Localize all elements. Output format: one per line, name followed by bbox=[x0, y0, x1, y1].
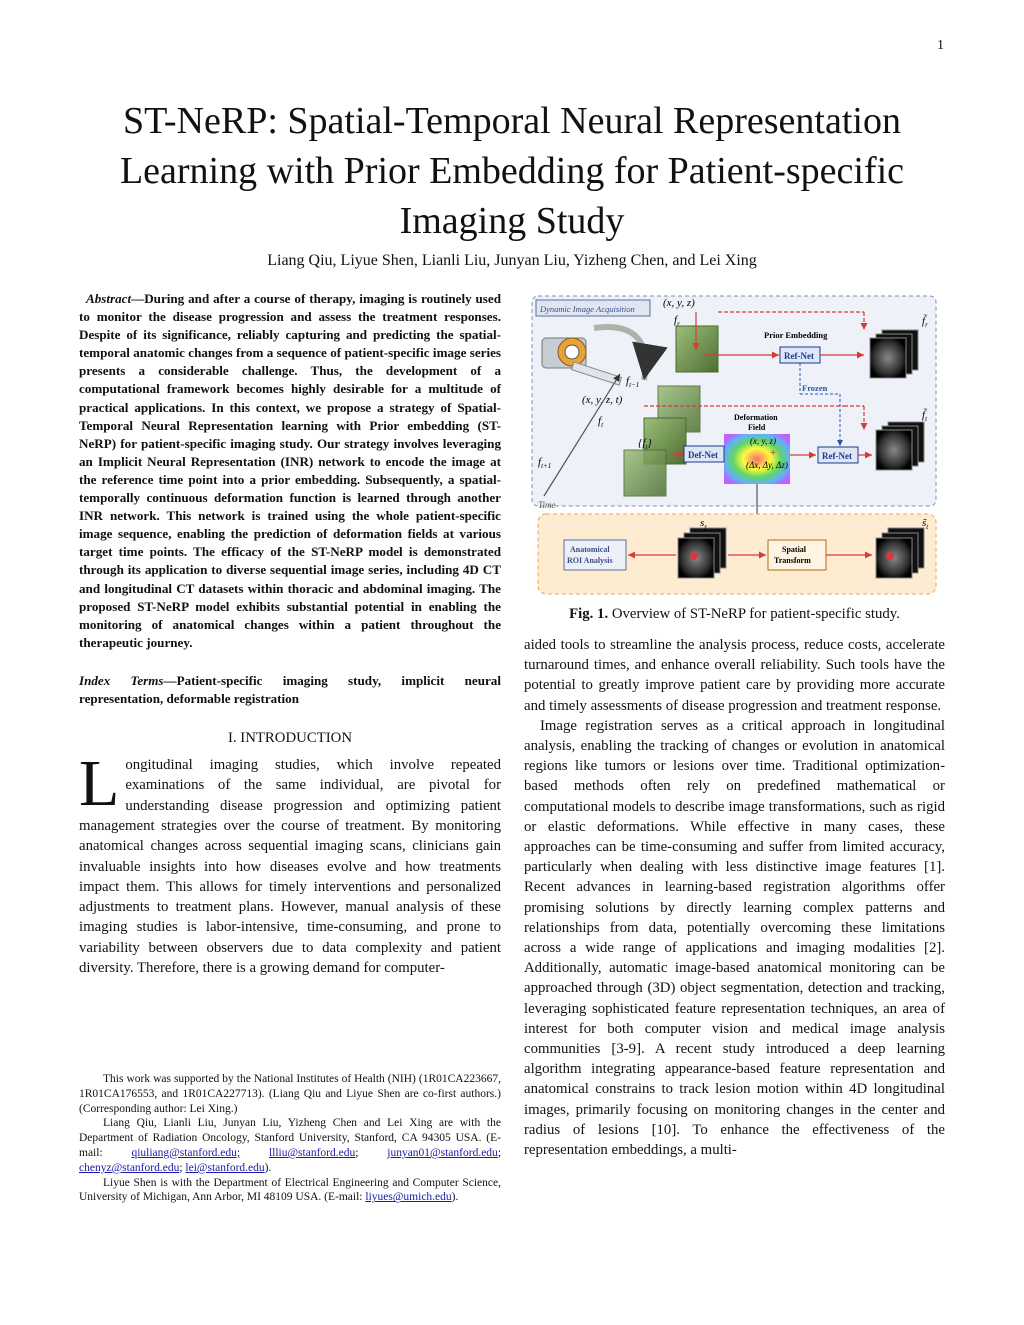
transform-label: Transform bbox=[774, 556, 811, 565]
f-r-label: $f_r$ bbox=[674, 314, 680, 328]
segmentation-stack-right bbox=[876, 528, 924, 578]
footnote-affil1-text: Liang Qiu, Lianli Liu, Junyan Liu, Yizheng Chen and Lei Xing are with the Department of Radiation Oncology, Stanford University, Stanford, CA 94305 USA. (E-mail: bbox=[79, 1117, 501, 1159]
ref-net-bottom-label: Ref-Net bbox=[822, 451, 852, 461]
def-net-label: Def-Net bbox=[688, 450, 718, 460]
intro-paragraph bbox=[79, 747, 501, 978]
left-column bbox=[79, 290, 501, 978]
drop-cap: L bbox=[79, 747, 120, 821]
footnote-affil2-text: Liyue Shen is with the Department of Electrical Engineering and Computer Science, University of Michigan, Ann Arbor, MI 48109 USA. (E-mail: bbox=[79, 1176, 501, 1204]
section-heading-introduction: I. INTRODUCTION bbox=[227, 730, 353, 747]
abstract-label: Abstract bbox=[86, 291, 132, 306]
author-list: Liang Qiu, Liyue Shen, Lianli Liu, Junyan Liu, Yizheng Chen, and Lei Xing bbox=[267, 252, 757, 269]
figure-1 bbox=[524, 290, 945, 600]
reconstructed-ct-stack-top bbox=[870, 330, 918, 378]
f-t-hat-label: $f̃_t$ bbox=[922, 409, 928, 423]
index-terms-label: Index Terms bbox=[79, 672, 164, 688]
footnote-affiliation-stanford: Liang Qiu, Lianli Liu, Junyan Liu, Yizheng Chen and Lei Xing are with the Department of Radiation Oncology, Stanford University, Stanford, CA 94305 USA. (E-mail: qiuliang@stanford.edu; llliu@stanford.edu; junyan01@stanford.edu; chenyz@stanford.edu; lei@stanford.edu). bbox=[79, 1117, 502, 1174]
roi-analysis-label: ROI Analysis bbox=[567, 556, 613, 565]
f-t-minus-1-label: $f_{t-1}$ bbox=[626, 375, 640, 389]
deformation-field-label: Deformation bbox=[734, 413, 778, 422]
overview-diagram bbox=[524, 290, 945, 600]
s-t-label: $s̃_t$ bbox=[922, 517, 929, 531]
time-label: Time bbox=[538, 500, 556, 510]
ft-set-label: $\{f_t\}$ bbox=[638, 437, 652, 451]
index-terms-dash: — bbox=[163, 672, 177, 688]
footnote-affiliation-michigan: Liyue Shen is with the Department of Electrical Engineering and Computer Science, University of Michigan, Ann Arbor, MI 48109 USA. (E-mail: liyues@umich.edu). bbox=[79, 1176, 501, 1204]
email-link[interactable]: liyues@umich.edu bbox=[365, 1191, 452, 1204]
caption-label: Fig. 1. bbox=[569, 606, 609, 622]
email-link[interactable]: chenyz@stanford.edu bbox=[79, 1161, 180, 1174]
dynamic-acquisition-label: Dynamic Image Acquisition bbox=[540, 304, 635, 314]
right-paragraph-2: Image registration serves as a critical approach in longitudinal analysis, enabling the tracking of changes or evolution in anatomical regions like tumors or lesions over time. Traditional optimization-based methods often rely on predefined mathematical or computational models to describe image transformations, such as rigid or elastic deformations. While effective in many cases, these approaches can be time-consuming and suffer from limited accuracy, particularly when dealing with less distinctive image features [1]. Recent advances in learning-based registration algorithms offer promising solutions by directly learning complex patterns and relationships from data, potentially overcoming these limitations across a wide range of applications and imaging modalities [2]. Additionally, automatic image-based anatomical monitoring can be approached through (3D) object segmentation, detection and tracking, leveraging sophisticated feature representation techniques, an area of interest for both computer vision and medical image analysis communities [3-9]. A recent study introduced a deep learning algorithm integrating appearance-based feature representation and anatomical constrains to track lesion motion within 4D longitudinal images, primarily focusing on monitoring changes in the center and radius of lesions [10]. To enhance the effectiveness of the representation embeddings, a multi- bbox=[524, 717, 945, 1159]
index-terms-text: Patient-specific imaging study, implicit neural representation, deformable registration bbox=[79, 672, 501, 706]
anatomical-label: Anatomical bbox=[570, 545, 610, 554]
right-paragraph-1: aided tools to streamline the analysis process, reduce costs, accelerate turnaround times, and enhance overall reliability. Such tools have the potential to greatly improve patient care by providing more accurate and timely assessments of disease progression and treatment response. bbox=[524, 637, 945, 714]
reconstructed-ct-stack-mid bbox=[876, 422, 924, 470]
prior-embedding-label: Prior Embedding bbox=[764, 330, 828, 340]
email-link[interactable]: qiuliang@stanford.edu; bbox=[131, 1146, 241, 1159]
intro-text: ongitudinal imaging studies, which involve repeated examinations of the same individual, are pivotal for understanding disease progression and optimizing patient management strategies over the course of treatment. By monitoring anatomical changes across sequential imaging scans, clinicians gain invaluable insights into how diseases evolve and how treatments impact them. This allows for timely interventions and personalized adjustments to treatment plans. However, manual analysis of these imaging studies is labor-intensive, time-consuming, and prone to variability between observers due to data complexity and patient diversity. Therefore, there is a growing demand for computer- bbox=[79, 757, 501, 977]
spatial-label: Spatial bbox=[782, 545, 807, 554]
plus-sign: + bbox=[770, 447, 777, 459]
f-t-plus-1-label: $f_{t+1}$ bbox=[538, 456, 552, 470]
caption-text: Overview of ST-NeRP for patient-specific study. bbox=[611, 606, 900, 622]
abstract bbox=[79, 290, 501, 652]
xyzt-label: (x, y, z, t) bbox=[582, 394, 623, 406]
deformation-field-label-2: Field bbox=[748, 423, 766, 432]
paper-title: ST-NeRP: Spatial-Temporal Neural Representation Learning with Prior Embedding for Patient-specific Imaging Study bbox=[119, 100, 905, 242]
email-link[interactable]: junyan01@stanford.edu bbox=[387, 1146, 498, 1159]
right-column bbox=[524, 290, 945, 1160]
footnotes bbox=[79, 1072, 501, 1205]
delta-label: (Δx, Δy, Δz) bbox=[746, 460, 788, 470]
footnote-support: This work was supported by the National Institutes of Health (NIH) (1R01CA223667, 1R01CA176553, and 1R01CA227713). (Liang Qiu and Liyue Shen are co-first authors.) (Corresponding author: Lei Xing.) bbox=[79, 1073, 501, 1115]
figure-caption bbox=[524, 606, 945, 623]
abstract-dash: — bbox=[131, 291, 145, 306]
f-r-hat-label: $f̃_r$ bbox=[922, 315, 928, 329]
xyz-label: (x, y, z) bbox=[663, 297, 695, 309]
xyz-small-label: (x, y, z) bbox=[750, 436, 776, 446]
index-terms bbox=[79, 672, 501, 708]
page-number: 1 bbox=[937, 38, 944, 53]
email-link[interactable]: lei@stanford.edu bbox=[185, 1161, 265, 1174]
f-t-label: $f_t$ bbox=[598, 415, 604, 429]
s-r-label: $s_r$ bbox=[700, 517, 708, 531]
abstract-text: During and after a course of therapy, imaging is routinely used to monitor the disease progression and assess the treatment responses. Despite of its significance, reliably capturing and predicting the spatial-temporal anatomic changes from a sequence of patient-specific image series presents a considerable challenge. Thus, the development of a computational framework becomes highly desirable for a multitude of practical applications. In this context, we propose a strategy of Spatial-Temporal Neural Representation learning with Prior embedding (ST-NeRP) for patient-specific imaging study. Our strategy involves leveraging an Implicit Neural Representation (INR) network to encode the image at the reference time point into a prior embedding. Subsequently, a spatial-temporally continuous deformation function is learned through another INR network. This network is trained using the whole patient-specific image sequence, enabling the prediction of deformation fields at various target time points. The efficacy of the ST-NeRP model is demonstrated through its application to diverse sequential image series, including 4D CT and longitudinal CT datasets within thoracic and abdominal imaging. The proposed ST-NeRP model exhibits substantial potential in enabling the monitoring of anatomical changes within a patient throughout the therapeutic journey. bbox=[79, 291, 501, 650]
email-link[interactable]: llliu@stanford.edu bbox=[268, 1146, 356, 1159]
ref-net-top-label: Ref-Net bbox=[784, 351, 814, 361]
frozen-label: Frozen bbox=[802, 383, 828, 393]
segmentation-stack-left bbox=[678, 528, 726, 578]
